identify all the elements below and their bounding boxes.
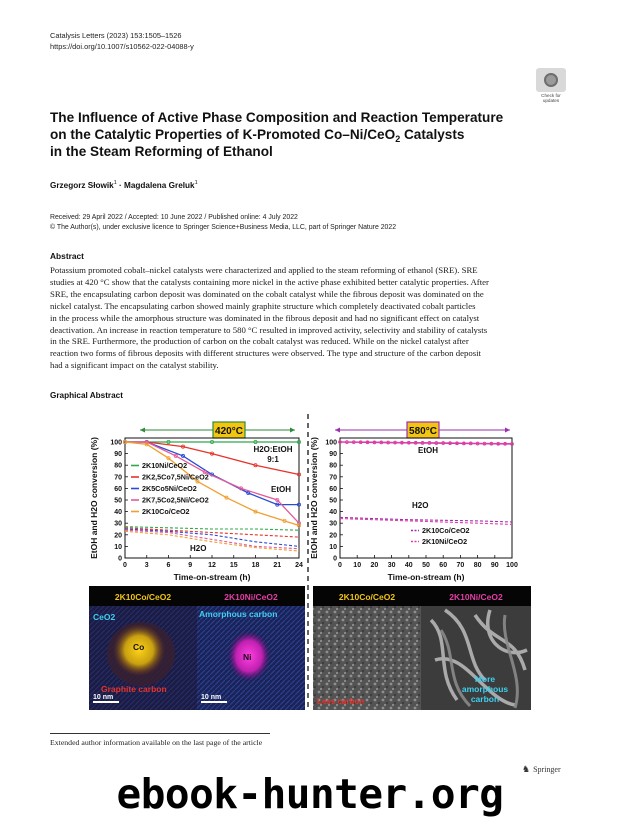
y-tick-label: 90: [329, 451, 337, 459]
abstract-body: [50, 265, 572, 372]
legend-label: 2K2,5Co7,5Ni/CeO2: [142, 472, 209, 482]
y-tick-label: 30: [114, 520, 122, 528]
micro-scale-1: 10 nm: [93, 694, 114, 701]
y-tick-label: 80: [114, 462, 122, 470]
left-h2o-label: H2O: [190, 544, 207, 553]
doi-link[interactable]: https://doi.org/10.1007/s10562-022-04088-y: [50, 42, 194, 51]
temp-580-label: 580°C: [409, 426, 437, 437]
running-header: [50, 30, 194, 52]
micro-co: Co: [133, 642, 145, 652]
x-tick-label: 0: [338, 562, 342, 569]
right-chart: [309, 422, 518, 582]
micro-more-1: More: [474, 674, 496, 684]
micrograph-tem-ni: [197, 586, 305, 710]
y-tick-label: 60: [329, 485, 337, 493]
journal-citation: Catalysis Letters (2023) 153:1505–1526: [50, 31, 182, 40]
abstract-line: studies at 420 °C show that the catalysts containing more nickel in the active phase exhibited better catalytic properties. After: [50, 276, 489, 287]
micrograph-sem-co: [313, 586, 421, 710]
footnote-rule: [50, 733, 270, 734]
check-updates-label: Check for updates: [541, 93, 561, 103]
x-tick-label: 12: [208, 562, 216, 569]
abstract-line: reaction two forms of fibrous deposits with different structures were observed. The type and structure of the carbon deposit: [50, 348, 481, 359]
right-etoh-label: EtOH: [418, 446, 438, 455]
y-tick-label: 100: [110, 439, 122, 447]
publication-dates: [50, 213, 396, 233]
x-tick-label: 30: [387, 562, 396, 569]
x-tick-label: 9: [188, 562, 193, 569]
x-tick-label: 24: [295, 562, 303, 569]
author-slowik[interactable]: Grzegorz Słowik: [50, 181, 114, 190]
x-tick-label: 21: [273, 562, 282, 569]
y-tick-label: 50: [329, 497, 337, 505]
right-xlabel: Time-on-stream (h): [387, 572, 465, 582]
abstract-heading: Abstract: [50, 251, 84, 261]
left-legend: [131, 461, 209, 516]
abstract-line: had a significant impact on the catalyst stability.: [50, 360, 219, 371]
micro-scale-2: 10 nm: [201, 694, 222, 701]
abstract-line: SRE, the encapsulating carbon deposit was dominated on the cobalt catalyst while the fibrous deposit was dominated on the: [50, 288, 484, 299]
x-tick-label: 15: [229, 562, 238, 569]
copyright-line: © The Author(s), under exclusive licence to Springer Science+Business Media, LLC, part of Springer Nature 2022: [50, 224, 397, 231]
x-tick-label: 40: [404, 562, 413, 569]
right-ylabel: EtOH and H2O conversion (%): [309, 437, 319, 559]
legend-label: 2K10Co/CeO2: [142, 507, 190, 516]
micro-sem-title-co: 2K10Co/CeO2: [338, 592, 396, 602]
right-h2o-label: H2O: [412, 501, 429, 510]
legend-label: 2K7,5Co2,5Ni/CeO2: [142, 495, 209, 505]
y-tick-label: 20: [329, 532, 337, 540]
micro-title-ni: 2K10Ni/CeO2: [224, 592, 278, 602]
micro-sem-title-ni: 2K10Ni/CeO2: [449, 592, 503, 602]
left-x-ticks: [123, 555, 303, 569]
y-tick-label: 0: [333, 555, 337, 563]
graphical-abstract-figure: [85, 410, 535, 712]
left-ratio-1: H2O:EtOH: [253, 445, 293, 454]
dates-line: Received: 29 April 2022 / Accepted: 10 June 2022 / Published online: 4 July 2022: [50, 214, 298, 221]
graphical-abstract-heading: Graphical Abstract: [50, 391, 123, 400]
abstract-line: nickel catalyst. The encapsulating carbon showed mainly graphite structure which completely deactivated cobalt particles: [50, 300, 476, 311]
y-tick-label: 0: [118, 555, 122, 563]
x-tick-label: 100: [506, 562, 518, 569]
left-ylabel: EtOH and H2O conversion (%): [89, 437, 99, 559]
micro-ni: Ni: [243, 652, 252, 662]
check-updates-icon: [536, 68, 566, 92]
x-tick-label: 0: [123, 562, 127, 569]
y-tick-label: 70: [329, 474, 337, 482]
y-tick-label: 10: [329, 543, 337, 551]
legend-label: 2K10Co/CeO2: [422, 526, 470, 535]
right-legend: [411, 526, 470, 546]
y-tick-label: 70: [114, 474, 122, 482]
x-tick-label: 18: [251, 562, 260, 569]
article-title: [50, 109, 550, 160]
title-line-1: The Influence of Active Phase Composition and Reaction Temperature: [50, 110, 504, 125]
abstract-line: in the process while the amorphous structure was dominated in the fibrous deposit and had no significant effect on catalyst: [50, 312, 480, 323]
title-line-3: in the Steam Reforming of Ethanol: [50, 144, 273, 159]
legend-label: 2K10Ni/CeO2: [142, 461, 188, 470]
micro-amorphous: Amorphous carbon: [199, 609, 278, 619]
author-greluk[interactable]: Magdalena Greluk: [124, 181, 195, 190]
right-x-ticks: [338, 555, 518, 569]
y-tick-label: 40: [329, 509, 337, 517]
left-etoh-label: EtOH: [271, 485, 291, 494]
x-tick-label: 10: [353, 562, 362, 569]
abstract-line: in the SRE. Furthermore, the production of carbon on the cobalt catalyst was reduced. While on the nickel catalyst after: [50, 336, 469, 347]
y-tick-label: 30: [329, 520, 337, 528]
footnote: Extended author information available on the last page of the article: [50, 738, 263, 747]
legend-label: 2K10Ni/CeO2: [422, 537, 468, 546]
y-tick-label: 100: [325, 439, 337, 447]
micro-less-carbon: Less carbon: [317, 697, 365, 706]
left-xlabel: Time-on-stream (h): [173, 572, 251, 582]
micrograph-sem-ni: [421, 586, 531, 710]
title-line-2: on the Catalytic Properties of K-Promoted Co–Ni/CeO$_2$ Catalysts: [50, 127, 465, 144]
x-tick-label: 3: [144, 562, 149, 569]
y-tick-label: 90: [114, 451, 122, 459]
y-tick-label: 60: [114, 485, 122, 493]
x-tick-label: 20: [370, 562, 379, 569]
x-tick-label: 80: [473, 562, 482, 569]
check-for-updates-badge[interactable]: [536, 68, 566, 103]
x-tick-label: 70: [456, 562, 465, 569]
y-tick-label: 40: [114, 509, 122, 517]
legend-label: 2K5Co5Ni/CeO2: [142, 484, 197, 493]
watermark: ebook-hunter.org: [116, 770, 504, 818]
x-tick-label: 60: [439, 562, 448, 569]
y-tick-label: 10: [114, 543, 122, 551]
publisher-name: Springer: [533, 765, 561, 774]
left-ratio-2: 9:1: [267, 455, 279, 464]
micrograph-tem-co: [89, 586, 197, 710]
micro-more-2: amorphous: [461, 684, 509, 694]
abstract-line: deactivation. An increase in reaction temperature to 580 °C resulted in improved activity, selectivity and stability of catalysts: [50, 324, 488, 335]
micro-graphite: Graphite carbon: [101, 684, 167, 694]
x-tick-label: 50: [422, 562, 430, 569]
author-list: Grzegorz Słowik$^1$ · Magdalena Greluk$^1$: [50, 180, 198, 190]
abstract-line: Potassium promoted cobalt–nickel catalysts were characterized and applied to the steam reforming of ethanol (SRE). SRE: [50, 265, 478, 275]
micro-title-co: 2K10Co/CeO2: [114, 592, 172, 602]
y-tick-label: 50: [114, 497, 122, 505]
springer-horse-icon: ♞: [522, 764, 531, 774]
micro-ceo2: CeO2: [93, 612, 116, 622]
temp-420-label: 420°C: [215, 426, 243, 437]
y-tick-label: 80: [329, 462, 337, 470]
y-tick-label: 20: [114, 532, 122, 540]
left-chart: [89, 422, 303, 582]
x-tick-label: 6: [166, 562, 171, 569]
x-tick-label: 90: [490, 562, 499, 569]
micro-more-3: carbon: [470, 694, 500, 704]
